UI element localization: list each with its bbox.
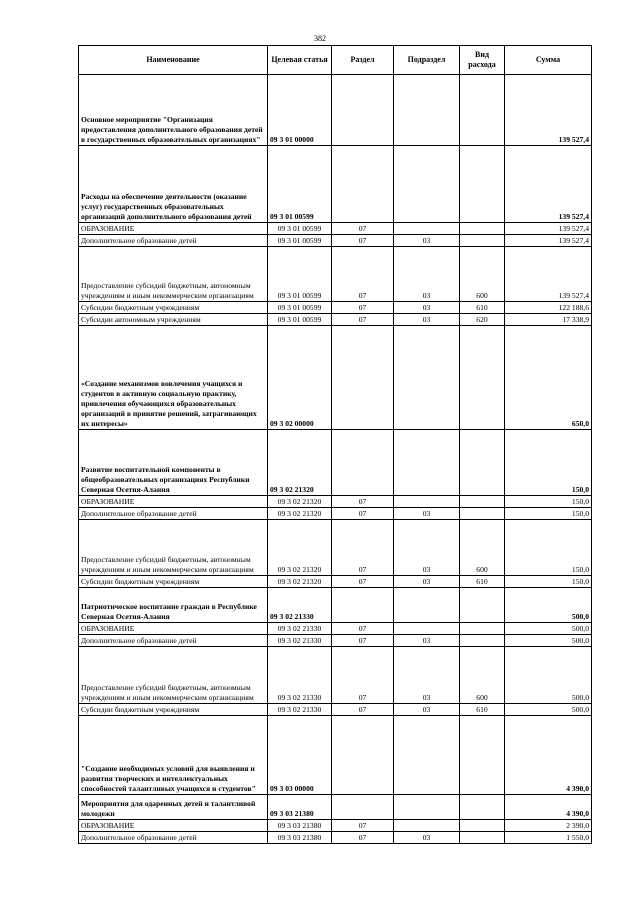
row-target-article-cell: 09 3 01 00000 [268,75,332,146]
row-sum-cell: 139 527,4 [505,247,592,302]
header-target-article: Целевая статья [268,46,332,75]
row-name-cell: Предоставление субсидий бюджетным, автономным учреждениям и иным некоммерческим организациям [79,247,268,302]
row-target-article-cell: 09 3 02 21330 [268,635,332,647]
row-expense-type-cell [460,832,505,844]
table-row [79,430,592,496]
table-row [79,302,592,314]
row-target-article-cell: 09 3 02 21320 [268,520,332,576]
row-name-cell: Расходы на обеспечение деятельности (оказание услуг) государственных образовательных организаций дополнительного образования детей [79,146,268,223]
row-section-cell [332,588,394,623]
row-target-article-cell: 09 3 01 00599 [268,314,332,326]
row-section-cell: 07 [332,704,394,716]
row-subsection-cell [394,496,460,508]
row-expense-type-cell [460,820,505,832]
row-section-cell: 07 [332,576,394,588]
table-row [79,496,592,508]
table-row [79,75,592,146]
row-target-article-cell: 09 3 03 00000 [268,716,332,795]
row-subsection-cell: 03 [394,302,460,314]
header-section: Раздел [332,46,394,75]
row-name-cell: Патриотическое воспитание граждан в Республике Северная Осетия-Алания [79,588,268,623]
row-sum-cell: 17 338,9 [505,314,592,326]
row-subsection-cell [394,795,460,820]
row-name-cell: Предоставление субсидий бюджетным, автономным учреждениям и иным некоммерческим организациям [79,520,268,576]
row-section-cell: 07 [332,302,394,314]
row-sum-cell: 500,0 [505,704,592,716]
row-expense-type-cell [460,235,505,247]
row-expense-type-cell [460,223,505,235]
header-sum: Сумма [505,46,592,75]
row-name-cell: Основное мероприятие "Организация предоставления дополнительного образования детей в государственных образовательных организациях" [79,75,268,146]
table-header-row [79,46,592,75]
row-subsection-cell [394,223,460,235]
table-row [79,223,592,235]
row-subsection-cell: 03 [394,832,460,844]
row-name-cell: Субсидии автономным учреждениям [79,314,268,326]
row-subsection-cell: 03 [394,576,460,588]
row-subsection-cell: 03 [394,247,460,302]
row-sum-cell: 150,0 [505,508,592,520]
header-subsection: Подраздел [394,46,460,75]
row-subsection-cell [394,326,460,430]
row-section-cell: 07 [332,235,394,247]
row-target-article-cell: 09 3 02 21330 [268,704,332,716]
header-name: Наименование [79,46,268,75]
table-row [79,635,592,647]
row-expense-type-cell: 620 [460,314,505,326]
row-sum-cell: 139 527,4 [505,146,592,223]
row-name-cell: ОБРАЗОВАНИЕ [79,496,268,508]
table-row [79,623,592,635]
row-target-article-cell: 09 3 01 00599 [268,302,332,314]
table-row [79,314,592,326]
row-sum-cell: 150,0 [505,576,592,588]
row-target-article-cell: 09 3 03 21380 [268,832,332,844]
row-expense-type-cell: 600 [460,247,505,302]
row-subsection-cell [394,430,460,496]
row-sum-cell: 650,0 [505,326,592,430]
row-sum-cell: 150,0 [505,430,592,496]
row-sum-cell: 1 550,0 [505,832,592,844]
table-row [79,795,592,820]
row-sum-cell: 4 390,0 [505,795,592,820]
row-section-cell: 07 [332,247,394,302]
row-section-cell [332,430,394,496]
row-section-cell: 07 [332,520,394,576]
row-sum-cell: 500,0 [505,588,592,623]
row-sum-cell: 139 527,4 [505,235,592,247]
row-section-cell: 07 [332,820,394,832]
row-section-cell [332,716,394,795]
row-section-cell [332,795,394,820]
row-sum-cell: 150,0 [505,520,592,576]
row-section-cell: 07 [332,647,394,704]
row-sum-cell: 500,0 [505,647,592,704]
row-subsection-cell [394,75,460,146]
row-name-cell: Мероприятия для одаренных детей и талантливой молодежи [79,795,268,820]
row-expense-type-cell [460,508,505,520]
row-subsection-cell [394,146,460,223]
row-subsection-cell: 03 [394,508,460,520]
row-target-article-cell: 09 3 02 21320 [268,508,332,520]
row-expense-type-cell [460,623,505,635]
row-target-article-cell: 09 3 01 00599 [268,235,332,247]
row-expense-type-cell: 600 [460,647,505,704]
row-sum-cell: 500,0 [505,623,592,635]
row-subsection-cell [394,716,460,795]
row-name-cell: Субсидии бюджетным учреждениям [79,576,268,588]
row-expense-type-cell: 610 [460,302,505,314]
row-sum-cell: 4 390,0 [505,716,592,795]
row-subsection-cell [394,588,460,623]
row-expense-type-cell: 610 [460,576,505,588]
row-target-article-cell: 09 3 02 21330 [268,588,332,623]
row-expense-type-cell: 610 [460,704,505,716]
row-section-cell: 07 [332,508,394,520]
row-section-cell [332,75,394,146]
row-expense-type-cell [460,716,505,795]
row-subsection-cell: 03 [394,647,460,704]
row-name-cell: ОБРАЗОВАНИЕ [79,623,268,635]
table-row [79,247,592,302]
row-name-cell: Дополнительное образование детей [79,235,268,247]
row-sum-cell: 2 390,0 [505,820,592,832]
row-target-article-cell: 09 3 01 00599 [268,146,332,223]
row-section-cell [332,146,394,223]
row-subsection-cell: 03 [394,635,460,647]
row-sum-cell: 122 188,6 [505,302,592,314]
row-target-article-cell: 09 3 01 00599 [268,247,332,302]
table-row [79,647,592,704]
row-name-cell: Дополнительное образование детей [79,635,268,647]
row-target-article-cell: 09 3 02 21330 [268,647,332,704]
row-target-article-cell: 09 3 03 21380 [268,820,332,832]
row-expense-type-cell [460,430,505,496]
table-row [79,704,592,716]
table-row [79,832,592,844]
table-row [79,146,592,223]
page-number: 382 [314,34,326,43]
row-name-cell: Развитие воспитательной компоненты в общеобразовательных организациях Республики Северная Осетия-Алания [79,430,268,496]
table-row [79,326,592,430]
row-sum-cell: 139 527,4 [505,75,592,146]
row-name-cell: ОБРАЗОВАНИЕ [79,820,268,832]
row-target-article-cell: 09 3 03 21380 [268,795,332,820]
row-name-cell: Субсидии бюджетным учреждениям [79,704,268,716]
row-expense-type-cell [460,795,505,820]
row-sum-cell: 150,0 [505,496,592,508]
budget-table [78,45,592,844]
table-row [79,820,592,832]
header-expense-type: Вид расхода [460,46,505,75]
table-row [79,508,592,520]
table-body [79,75,592,844]
row-name-cell: "Создание необходимых условий для выявления и развития творческих и интеллектуальных способностей талантливых учащихся и студентов" [79,716,268,795]
row-expense-type-cell [460,635,505,647]
row-target-article-cell: 09 3 02 21330 [268,623,332,635]
row-target-article-cell: 09 3 02 21320 [268,430,332,496]
row-target-article-cell: 09 3 02 21320 [268,496,332,508]
row-subsection-cell: 03 [394,704,460,716]
row-section-cell: 07 [332,223,394,235]
table-row [79,576,592,588]
row-subsection-cell: 03 [394,520,460,576]
row-subsection-cell: 03 [394,235,460,247]
row-subsection-cell [394,820,460,832]
row-name-cell: Субсидии бюджетным учреждениям [79,302,268,314]
row-section-cell: 07 [332,635,394,647]
row-expense-type-cell [460,588,505,623]
row-name-cell: ОБРАЗОВАНИЕ [79,223,268,235]
row-expense-type-cell [460,75,505,146]
row-subsection-cell: 03 [394,314,460,326]
row-target-article-cell: 09 3 02 00000 [268,326,332,430]
row-subsection-cell [394,623,460,635]
table-row [79,716,592,795]
row-section-cell: 07 [332,832,394,844]
row-expense-type-cell [460,326,505,430]
row-name-cell: Предоставление субсидий бюджетным, автономным учреждениям и иным некоммерческим организациям [79,647,268,704]
row-expense-type-cell [460,146,505,223]
row-target-article-cell: 09 3 02 21320 [268,576,332,588]
row-section-cell: 07 [332,496,394,508]
row-expense-type-cell: 600 [460,520,505,576]
row-name-cell: «Создание механизмов вовлечения учащихся и студентов в активную социальную практику, привлечения обучающихся образовательных организаций в принятие решений, затрагивающих их интересы» [79,326,268,430]
table-row [79,588,592,623]
row-sum-cell: 139 527,4 [505,223,592,235]
row-sum-cell: 500,0 [505,635,592,647]
row-section-cell: 07 [332,623,394,635]
row-name-cell: Дополнительное образование детей [79,832,268,844]
row-target-article-cell: 09 3 01 00599 [268,223,332,235]
row-section-cell [332,326,394,430]
row-name-cell: Дополнительное образование детей [79,508,268,520]
table-row [79,520,592,576]
row-section-cell: 07 [332,314,394,326]
row-expense-type-cell [460,496,505,508]
table-row [79,235,592,247]
